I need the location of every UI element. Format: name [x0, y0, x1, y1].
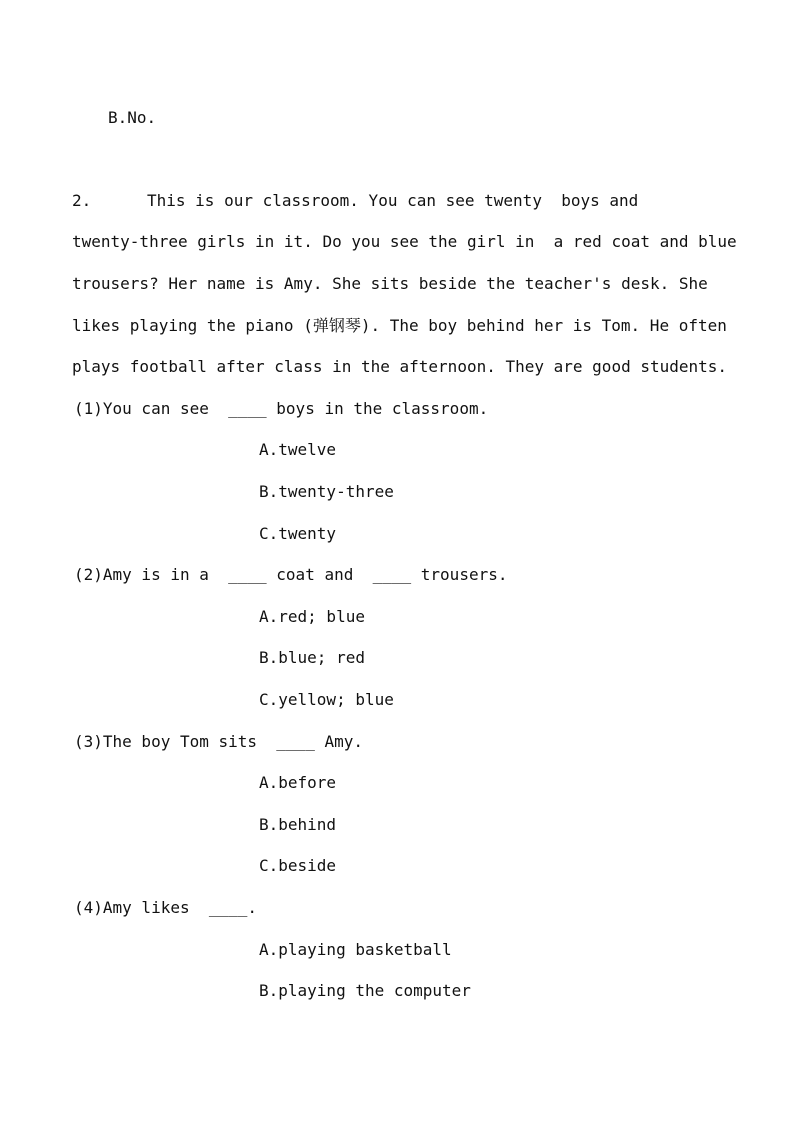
question-1-option-c[interactable]: C.twenty — [259, 524, 337, 543]
question-1-option-b[interactable]: B.twenty-three — [259, 482, 394, 501]
question-3-stem: (3)The boy Tom sits ____ Amy. — [74, 732, 363, 751]
passage-line-3: trousers? Her name is Amy. She sits beside the teacher's desk. She — [72, 274, 708, 293]
question-2-option-a[interactable]: A.red; blue — [259, 607, 365, 626]
passage-line-2: twenty-three girls in it. Do you see the girl in a red coat and blue — [72, 232, 737, 251]
passage-line-4: likes playing the piano (弹钢琴). The boy behind her is Tom. He often — [72, 316, 727, 335]
question-4-option-b[interactable]: B.playing the computer — [259, 981, 471, 1000]
question-4-option-a[interactable]: A.playing basketball — [259, 940, 452, 959]
question-1-stem: (1)You can see ____ boys in the classroom. — [74, 399, 489, 418]
question-2-option-b[interactable]: B.blue; red — [259, 648, 365, 667]
passage-line-1: This is our classroom. You can see twenty boys and — [147, 191, 639, 210]
passage-line-5: plays football after class in the afternoon. They are good students. — [72, 357, 728, 376]
question-3-option-c[interactable]: C.beside — [259, 856, 337, 875]
question-1-option-a[interactable]: A.twelve — [259, 440, 337, 459]
previous-question-option-b[interactable]: B.No. — [108, 108, 157, 127]
passage-number: 2. — [72, 191, 92, 210]
question-3-option-a[interactable]: A.before — [259, 773, 337, 792]
question-3-option-b[interactable]: B.behind — [259, 815, 337, 834]
question-2-option-c[interactable]: C.yellow; blue — [259, 690, 394, 709]
question-4-stem: (4)Amy likes ____. — [74, 898, 258, 917]
question-2-stem: (2)Amy is in a ____ coat and ____ trousers. — [74, 565, 508, 584]
